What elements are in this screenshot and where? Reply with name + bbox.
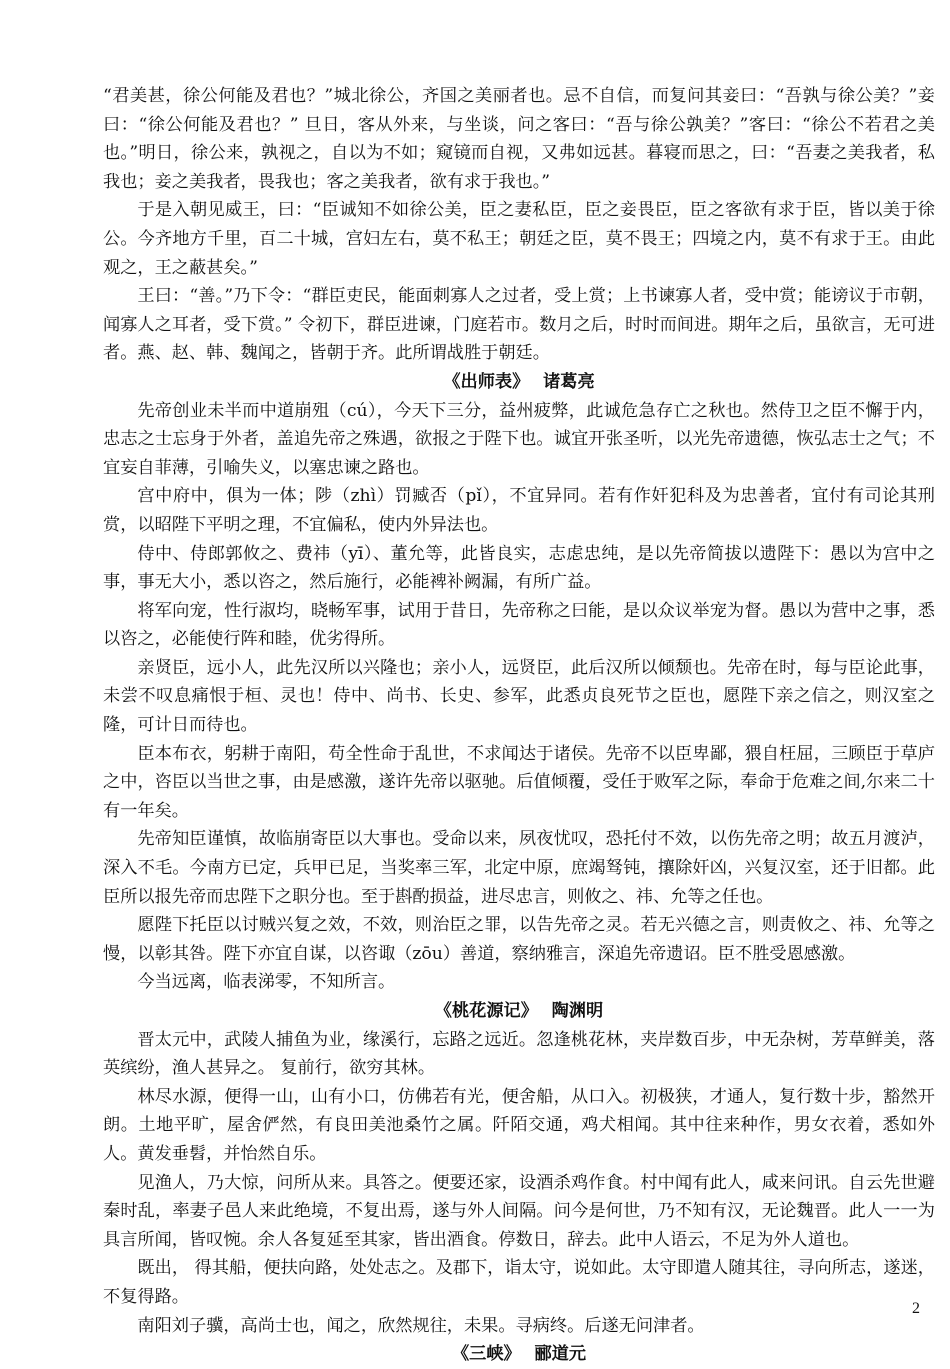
section-author: 诸葛亮 <box>543 371 595 392</box>
paragraph: 林尽水源，便得一山，山有小口，仿佛若有光，便舍船，从口入。初极狭，才通人，复行数十步，豁然开朗。土地平旷，屋舍俨然，有良田美池桑竹之属。阡陌交通，鸡犬相闻。其中往来种作，男女衣着，悉如外人。黄发垂髫，并怡然自乐。 <box>103 1086 935 1164</box>
paragraph: 亲贤臣，远小人，此先汉所以兴隆也；亲小人，远贤臣，此后汉所以倾颓也。先帝在时，每与臣论此事，未尝不叹息痛恨于桓、灵也！侍中、尚书、长史、参军，此悉贞良死节之臣也，愿陛下亲之信之，则汉室之隆，可计日而待也。 <box>103 657 935 736</box>
paragraph: 先帝知臣谨慎，故临崩寄臣以大事也。受命以来，夙夜忧叹，恐托付不效，以伤先帝之明；故五月渡泸，深入不毛。今南方已定，兵甲已足，当奖率三军，北定中原，庶竭驽钝，攘除奸凶，兴复汉室，还于旧都。此臣所以报先帝而忠陛下之职分也。至于斟酌损益，进尽忠言，则攸之、祎、允等之任也。 <box>103 829 935 907</box>
page-number: 2 <box>912 1300 920 1317</box>
paragraph: 侍中、侍郎郭攸之、费祎（yī）、董允等，此皆良实，志虑忠纯，是以先帝简拔以遗陛下：愚以为宫中之事，事无大小，悉以咨之，然后施行，必能裨补阙漏，有所广益。 <box>103 543 935 593</box>
paragraph: 于是入朝见威王，曰：“臣诚知不如徐公美，臣之妻私臣，臣之妾畏臣，臣之客欲有求于臣，皆以美于徐公。今齐地方千里，百二十城，宫妇左右，莫不私王；朝廷之臣，莫不畏王；四境之内，莫不有求于王。由此观之，王之蔽甚矣。” <box>103 200 935 278</box>
section-title: 《桃花源记》 <box>434 1001 538 1021</box>
paragraph: 南阳刘子骥，高尚士也，闻之，欣然规往，未果。寻病终。后遂无问津者。 <box>137 1315 705 1336</box>
paragraph: 见渔人，乃大惊，问所从来。具答之。便要还家，设酒杀鸡作食。村中闻有此人，咸来问讯。自云先世避秦时乱，率妻子邑人来此绝境，不复出焉，遂与外人间隔。问今是何世，乃不知有汉，无论魏晋。此人一一为具言所闻，皆叹惋。余人各复延至其家，皆出酒食。停数日，辞去。此中人语云，不足为外人道也。 <box>103 1172 935 1250</box>
section-author: 郦道元 <box>534 1344 587 1365</box>
paragraph: “君美甚，徐公何能及君也？”城北徐公，齐国之美丽者也。忌不自信，而复问其妾曰：“吾孰与徐公美？”妾曰：“徐公何能及君也？” 旦日，客从外来，与坐谈，问之客曰：“吾与徐公孰美？”客曰：“徐公不若君之美也。”明日，徐公来，孰视之，自以为不如；窥镜而自视，又弗如远甚。暮寝而思之，曰：“吾妻之美我者，私我也；妾之美我者，畏我也；客之美我者，欲有求于我也。” <box>103 86 935 192</box>
section-heading <box>103 997 935 1026</box>
document-page <box>103 82 935 1369</box>
paragraph: 今当远离，临表涕零，不知所言。 <box>137 972 396 993</box>
paragraph: 愿陛下托臣以讨贼兴复之效，不效，则治臣之罪，以告先帝之灵。若无兴德之言，则责攸之、祎、允等之慢，以彰其咎。陛下亦宜自谋，以咨诹（zōu）善道，察纳雅言，深追先帝遗诏。臣不胜受恩感激。 <box>103 915 935 964</box>
section-title: 《出师表》 <box>443 371 530 392</box>
paragraph: 臣本布衣，躬耕于南阳，苟全性命于乱世，不求闻达于诸侯。先帝不以臣卑鄙，猥自枉屈，三顾臣于草庐之中，咨臣以当世之事，由是感激，遂许先帝以驱驰。后值倾覆，受任于败军之际，奉命于危难之间,尔来二十有一年矣。 <box>103 743 935 821</box>
paragraph: 将军向宠，性行淑均，晓畅军事，试用于昔日，先帝称之曰能，是以众议举宠为督。愚以为营中之事，悉以咨之，必能使行阵和睦，优劣得所。 <box>103 600 935 650</box>
section-heading <box>103 1340 935 1369</box>
section-title: 《三峡》 <box>451 1344 521 1365</box>
paragraph: 既出， 得其船，便扶向路，处处志之。及郡下，诣太守，说如此。太守即遣人随其往，寻向所志，遂迷，不复得路。 <box>103 1258 935 1307</box>
paragraph: 王曰：“善。”乃下令：“群臣吏民，能面刺寡人之过者，受上赏；上书谏寡人者，受中赏；能谤议于市朝，闻寡人之耳者，受下赏。” 令初下，群臣进谏，门庭若市。数月之后，时时而间进。期年之后，虽欲言，无可进者。燕、赵、韩、魏闻之，皆朝于齐。此所谓战胜于朝廷。 <box>103 286 935 364</box>
section-heading <box>103 368 935 397</box>
paragraph: 先帝创业未半而中道崩殂（cú），今天下三分，益州疲弊，此诚危急存亡之秋也。然侍卫之臣不懈于内，忠志之士忘身于外者，盖追先帝之殊遇，欲报之于陛下也。诚宜开张圣听，以光先帝遗德，恢弘志士之气；不宜妄自菲薄，引喻失义，以塞忠谏之路也。 <box>103 400 935 478</box>
section-author: 陶渊明 <box>551 1001 604 1021</box>
paragraph: 晋太元中，武陵人捕鱼为业，缘溪行，忘路之远近。忽逢桃花林，夹岸数百步，中无杂树，芳草鲜美，落英缤纷，渔人甚异之。 复前行，欲穷其林。 <box>103 1029 935 1079</box>
paragraph: 宫中府中，俱为一体；陟（zhì）罚臧否（pǐ），不宜异同。若有作奸犯科及为忠善者，宜付有司论其刑赏，以昭陛下平明之理，不宜偏私，使内外异法也。 <box>103 486 935 535</box>
